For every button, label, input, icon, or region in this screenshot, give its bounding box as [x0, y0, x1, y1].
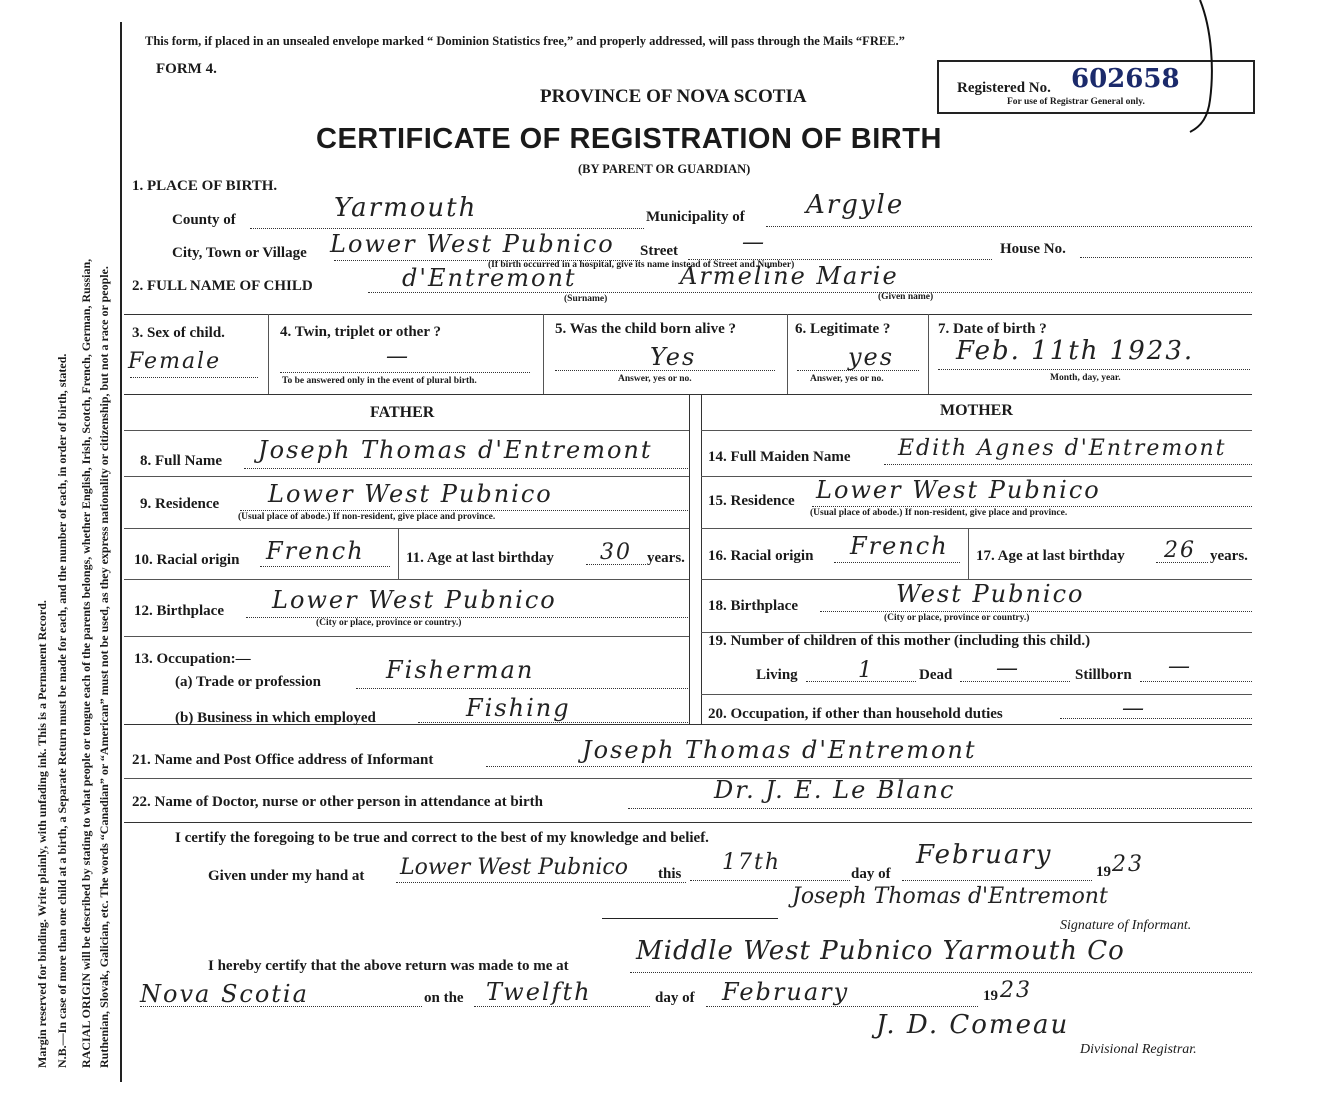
- hospital-note: (If birth occurred in a hospital, give its name instead of Street and Number): [488, 260, 795, 270]
- mother-age-label: 17. Age at last birthday: [976, 548, 1125, 564]
- dead-value: —: [996, 656, 1020, 681]
- street-label: Street: [640, 243, 679, 259]
- surname-note: (Surname): [564, 294, 608, 304]
- informant-value: Joseph Thomas d'Entremont: [582, 736, 977, 764]
- county-label: County of: [172, 212, 236, 228]
- father-age-value: 30: [600, 540, 632, 565]
- mother-residence-value: Lower West Pubnico: [816, 476, 1101, 504]
- municipality-value: Argyle: [806, 190, 905, 220]
- mother-birthplace-note: (City or place, province or country.): [884, 613, 1030, 623]
- mother-race-value: French: [850, 532, 949, 560]
- margin-line: [120, 22, 122, 1082]
- on-the-label: on the: [424, 990, 464, 1006]
- mother-birthplace-label: 18. Birthplace: [708, 598, 798, 614]
- sex-label: 3. Sex of child.: [132, 325, 225, 341]
- living-value: 1: [858, 658, 874, 683]
- registrar-label: Divisional Registrar.: [1080, 1042, 1197, 1057]
- father-name-label: 8. Full Name: [140, 453, 223, 469]
- place-of-birth-label: 1. PLACE OF BIRTH.: [132, 178, 278, 194]
- province-heading: PROVINCE OF NOVA SCOTIA: [540, 86, 807, 107]
- mother-race-label: 16. Racial origin: [708, 548, 814, 564]
- registration-place-value: Middle West Pubnico Yarmouth Co: [636, 936, 1125, 966]
- registration-year-prefix: 19: [983, 988, 998, 1004]
- registrar-statement: I hereby certify that the above return was made to me at: [208, 958, 569, 974]
- mother-residence-label: 15. Residence: [708, 493, 795, 509]
- father-birthplace-value: Lower West Pubnico: [272, 586, 557, 614]
- margin-note-racial-origin-cont: Ruthenian, Slovak, Galician, etc. The words “Canadian” or “American” must not be used, as they express nationality or citizenship, but not a race or people.: [97, 266, 111, 1068]
- given-year-prefix: 19: [1096, 864, 1111, 880]
- father-name-value: Joseph Thomas d'Entremont: [258, 436, 653, 464]
- father-race-label: 10. Racial origin: [134, 552, 240, 568]
- mother-birthplace-value: West Pubnico: [896, 580, 1085, 608]
- street-value: —: [742, 230, 766, 255]
- city-label: City, Town or Village: [172, 245, 307, 261]
- child-given-name: Armeline Marie: [680, 262, 899, 290]
- dob-label: 7. Date of birth ?: [938, 321, 1047, 337]
- form-number: FORM 4.: [156, 61, 217, 77]
- informant-signature: Joseph Thomas d'Entremont: [792, 884, 1108, 909]
- father-age-label: 11. Age at last birthday: [406, 550, 554, 566]
- born-alive-value: Yes: [650, 343, 697, 371]
- twin-note: To be answered only in the event of plural birth.: [282, 376, 477, 386]
- legitimate-value: yes: [848, 343, 895, 371]
- father-residence-note: (Usual place of abode.) If non-resident, give place and province.: [238, 512, 496, 522]
- given-under-hand-label: Given under my hand at: [208, 868, 365, 884]
- given-year-suffix: 23: [1112, 852, 1144, 877]
- twin-value: —: [386, 344, 410, 369]
- margin-note-plural-birth: N.B.—In case of more than one child at a birth, a Separate Return must be made for each, and the number of each, in order of birth, stated.: [55, 353, 69, 1068]
- mother-occupation-value: —: [1122, 696, 1146, 721]
- mail-notice: This form, if placed in an unsealed envelope marked “ Dominion Statistics free,” and properly addressed, will pass through the Mails “FREE.”: [145, 34, 905, 48]
- registration-year-suffix: 23: [1000, 978, 1032, 1003]
- mother-heading: MOTHER: [940, 402, 1013, 419]
- father-heading: FATHER: [370, 404, 435, 421]
- registered-number: 602658: [1071, 64, 1180, 94]
- mother-age-value: 26: [1164, 538, 1196, 563]
- father-trade-label: (a) Trade or profession: [175, 674, 321, 690]
- informant-label: 21. Name and Post Office address of Informant: [132, 752, 434, 768]
- given-place-value: Lower West Pubnico: [400, 855, 629, 880]
- signature-label: Signature of Informant.: [1060, 918, 1192, 933]
- legitimate-label: 6. Legitimate ?: [795, 321, 891, 337]
- certificate-subtitle: (BY PARENT OR GUARDIAN): [578, 162, 751, 176]
- father-trade-value: Fisherman: [386, 656, 535, 684]
- municipality-label: Municipality of: [646, 209, 745, 225]
- father-birthplace-note: (City or place, province or country.): [316, 618, 462, 628]
- legitimate-note: Answer, yes or no.: [810, 374, 884, 384]
- county-value: Yarmouth: [334, 193, 478, 223]
- father-residence-label: 9. Residence: [140, 496, 220, 512]
- dob-value: Feb. 11th 1923.: [956, 336, 1195, 366]
- certificate-title: CERTIFICATE OF REGISTRATION OF BIRTH: [316, 123, 942, 155]
- born-alive-label: 5. Was the child born alive ?: [555, 321, 736, 337]
- mother-name-value: Edith Agnes d'Entremont: [898, 436, 1227, 461]
- living-label: Living: [756, 667, 798, 683]
- sex-value: Female: [128, 349, 222, 374]
- father-business-value: Fishing: [466, 694, 571, 722]
- margin-note-binding: Margin reserved for binding. Write plainly, with unfading ink. This is a Permanent Record.: [35, 600, 49, 1068]
- given-day-value: 17th: [722, 850, 782, 875]
- father-business-label: (b) Business in which employed: [175, 710, 376, 726]
- registered-label: Registered No.: [957, 80, 1051, 96]
- children-count-label: 19. Number of children of this mother (including this child.): [708, 633, 1091, 649]
- city-value: Lower West Pubnico: [330, 230, 615, 258]
- mother-age-unit: years.: [1210, 548, 1248, 564]
- mother-residence-note: (Usual place of abode.) If non-resident, give place and province.: [810, 508, 1068, 518]
- mother-occupation-label: 20. Occupation, if other than household duties: [708, 706, 1003, 722]
- dead-label: Dead: [919, 667, 953, 683]
- stillborn-label: Stillborn: [1075, 667, 1132, 683]
- house-number-label: House No.: [1000, 241, 1066, 257]
- born-alive-note: Answer, yes or no.: [618, 374, 692, 384]
- registration-month-value: February: [722, 978, 850, 1006]
- dob-note: Month, day, year.: [1050, 373, 1121, 383]
- registration-day-of-label: day of: [655, 990, 695, 1006]
- father-age-unit: years.: [647, 550, 685, 566]
- child-name-label: 2. FULL NAME OF CHILD: [132, 278, 313, 294]
- given-name-note: (Given name): [878, 292, 934, 302]
- registration-day-value: Twelfth: [486, 978, 592, 1006]
- child-surname: d'Entremont: [402, 264, 577, 292]
- registration-place-cont: Nova Scotia: [140, 980, 309, 1008]
- given-month-value: February: [916, 840, 1053, 870]
- father-occupation-label: 13. Occupation:—: [134, 651, 251, 667]
- registrar-note: For use of Registrar General only.: [1007, 97, 1145, 107]
- certification-statement: I certify the foregoing to be true and correct to the best of my knowledge and belief.: [175, 830, 709, 846]
- this-label: this: [658, 866, 682, 882]
- doctor-value: Dr. J. E. Le Blanc: [714, 776, 956, 804]
- stillborn-value: —: [1168, 654, 1192, 679]
- father-residence-value: Lower West Pubnico: [268, 480, 553, 508]
- doctor-label: 22. Name of Doctor, nurse or other person in attendance at birth: [132, 794, 543, 810]
- day-of-label: day of: [851, 866, 891, 882]
- twin-label: 4. Twin, triplet or other ?: [280, 324, 441, 340]
- pen-stroke-mark: [1186, 0, 1226, 134]
- margin-note-racial-origin: RACIAL ORIGIN will be described by stating to what people or tongue each of the parents belongs, whether English, Irish, Scotch, French, German, Russian,: [79, 258, 93, 1068]
- father-race-value: French: [266, 537, 365, 565]
- registrar-signature: J. D. Comeau: [876, 1010, 1070, 1040]
- mother-name-label: 14. Full Maiden Name: [708, 449, 851, 465]
- father-birthplace-label: 12. Birthplace: [134, 603, 224, 619]
